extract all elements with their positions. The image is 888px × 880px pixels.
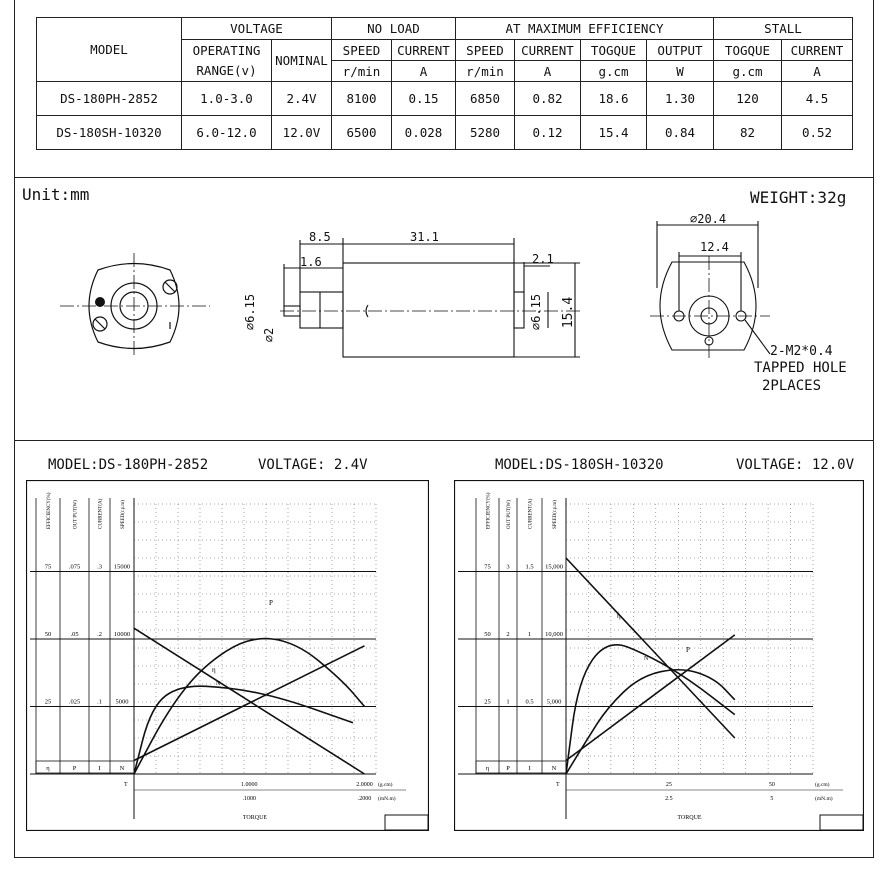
output-curve (566, 670, 735, 774)
dim-label: ⌀6.15 (243, 293, 258, 331)
chart-right-model: MODEL:DS-180SH-10320 (495, 457, 664, 473)
header-voltage: VOLTAGE (182, 18, 332, 40)
axis-value: .075 (68, 563, 81, 571)
axis-value: 5000 (115, 698, 129, 706)
axis-key: η (485, 765, 490, 772)
table-cell: 82 (714, 116, 782, 150)
dim-label: ⌀20.4 (690, 212, 727, 226)
table-cell: 0.12 (515, 116, 581, 150)
axis-value: 15000 (113, 563, 131, 571)
chart-border (455, 481, 864, 831)
col-me-output: OUTPUT (647, 40, 714, 61)
efficiency-curve (566, 645, 735, 774)
x-tick-mnm: .1000 (242, 796, 256, 802)
axis-value: .05 (70, 631, 79, 638)
axis-value: 25 (484, 698, 491, 706)
table-cell: 6500 (332, 116, 392, 150)
axis-value: 0.5 (525, 698, 534, 706)
chart-border (27, 481, 429, 831)
chart-left-model: MODEL:DS-180PH-2852 (48, 457, 209, 473)
axis-value: .3 (97, 563, 102, 571)
curve-label-eta: η (617, 612, 621, 620)
efficiency-curve (134, 686, 353, 774)
terminal-mark (95, 297, 105, 307)
chart-left (26, 480, 429, 831)
motor-drawing (0, 178, 888, 440)
x-tick-mnm: 5 (770, 796, 774, 802)
dim-label: 8.5 (309, 230, 331, 244)
table-cell: 4.5 (782, 82, 853, 116)
axis-key: P (72, 765, 77, 772)
note-label: 2-M2*0.4 (770, 344, 833, 359)
table-cell: 12.0V (272, 116, 332, 150)
unit-cell: W (647, 61, 714, 82)
x-tick-mnm: .2000 (357, 796, 372, 802)
axis-key: I (528, 765, 531, 772)
header-no-load: NO LOAD (332, 18, 456, 40)
chart-right (454, 480, 864, 831)
speed-curve (134, 628, 365, 774)
axis-key: I (98, 765, 101, 772)
table-cell: DS-180PH-2852 (37, 82, 182, 116)
axis-value: 50 (44, 631, 52, 638)
axis-value: 25 (44, 698, 52, 706)
col-st-torque: TOGQUE (714, 40, 782, 61)
unit-cell: g.cm (714, 61, 782, 82)
current-curve (566, 635, 735, 761)
header-model: MODEL (37, 18, 182, 82)
axis-value: 3 (506, 563, 510, 571)
chart-left-voltage: VOLTAGE: 2.4V (258, 457, 368, 473)
axis-header: CURRENT(A) (528, 498, 534, 529)
axis-header: SPEED(r.p.m) (553, 500, 558, 529)
curve-label-eta: η (212, 666, 216, 674)
table-cell: 15.4 (581, 116, 647, 150)
col-st-current: CURRENT (782, 40, 853, 61)
dim-label: ⌀6.15 (529, 293, 544, 331)
t-label: T (124, 782, 128, 788)
x-tick-mnm: 2.5 (665, 796, 673, 802)
dim-label: 15.4 (561, 296, 577, 329)
table-cell: 0.84 (647, 116, 714, 150)
curve-label-p: P (686, 646, 690, 654)
note-label: TAPPED HOLE (754, 360, 847, 376)
x-axis-label: TORQUE (677, 815, 702, 821)
curve-label-p: P (269, 599, 273, 607)
x-axis-label: TORQUE (242, 815, 268, 821)
col-me-speed: SPEED (456, 40, 515, 61)
table-cell: 0.028 (392, 116, 456, 150)
x-tick-gcm: 25 (665, 782, 672, 788)
axis-key: η (46, 765, 50, 772)
axis-value: 75 (484, 563, 491, 571)
x-tick-gcm: 50 (768, 782, 775, 788)
axis-header: CURRENT(A) (98, 498, 104, 529)
curve-label-n: N (644, 656, 649, 662)
axis-value: 1.5 (525, 563, 534, 571)
unit-cell: A (515, 61, 581, 82)
unit-cell: A (782, 61, 853, 82)
col-me-current: CURRENT (515, 40, 581, 61)
axis-key: N (119, 765, 125, 772)
unit-cell: r/min (456, 61, 515, 82)
col-nl-current: CURRENT (392, 40, 456, 61)
x-unit-mnm: (mN.m) (815, 796, 833, 802)
x-unit-gcm: (g.cm) (815, 782, 830, 788)
table-cell: 5280 (456, 116, 515, 150)
t-label: T (556, 782, 560, 788)
chart-right-voltage: VOLTAGE: 12.0V (736, 457, 855, 473)
axis-value: .2 (97, 631, 102, 638)
dim-label: 31.1 (410, 230, 439, 244)
axis-key: P (506, 765, 510, 772)
table-cell: 120 (714, 82, 782, 116)
chart-corner-box (385, 815, 428, 830)
table-cell: 6.0-12.0 (182, 116, 272, 150)
dim-label: ⌀2 (262, 327, 277, 343)
axis-value: 1 (506, 698, 510, 706)
table-cell: 1.0-3.0 (182, 82, 272, 116)
axis-value: 15,000 (545, 563, 563, 571)
current-curve (134, 646, 365, 761)
weight-label: WEIGHT:32g (750, 188, 847, 207)
table-cell: 1.30 (647, 82, 714, 116)
table-cell: 6850 (456, 82, 515, 116)
axis-value: 2 (506, 631, 510, 638)
table-cell: DS-180SH-10320 (37, 116, 182, 150)
table-cell: 8100 (332, 82, 392, 116)
divider (14, 440, 874, 441)
dim-label: 1.6 (300, 255, 322, 269)
note-label: 2PLACES (762, 378, 822, 394)
col-operating-range: OPERATING RANGE(v) (182, 40, 272, 82)
unit-cell: r/min (332, 61, 392, 82)
table-cell: 2.4V (272, 82, 332, 116)
col-nominal: NOMINAL (272, 40, 332, 82)
x-tick-gcm: 2.0000 (356, 782, 373, 788)
curve-label-n: N (216, 681, 221, 687)
chart-corner-box (820, 815, 863, 830)
axis-value: .1 (97, 698, 102, 706)
axis-value: 1 (527, 631, 532, 638)
axis-value: 75 (44, 563, 52, 571)
table-cell: 0.52 (782, 116, 853, 150)
axis-value: 10000 (113, 631, 131, 638)
col-nl-speed: SPEED (332, 40, 392, 61)
speed-curve (566, 558, 735, 738)
col-me-torque: TOGQUE (581, 40, 647, 61)
axis-key: N (551, 765, 557, 772)
dim-label: 12.4 (700, 240, 729, 254)
table-cell: 0.82 (515, 82, 581, 116)
table-cell: 0.15 (392, 82, 456, 116)
table-cell: 18.6 (581, 82, 647, 116)
x-tick-gcm: 1.0000 (240, 782, 258, 788)
unit-cell: A (392, 61, 456, 82)
axis-value: 5,000 (546, 698, 562, 706)
x-unit-mnm: (mN.m) (378, 796, 396, 802)
axis-header: OUT PUT(W) (73, 500, 79, 529)
unit-cell: g.cm (581, 61, 647, 82)
axis-header: EFFICIENCY(%) (47, 492, 52, 529)
axis-header: OUT PUT(W) (507, 500, 512, 529)
header-stall: STALL (714, 18, 853, 40)
axis-value: 50 (484, 631, 491, 638)
axis-value: 10,000 (545, 631, 563, 638)
axis-value: .025 (68, 698, 81, 706)
spec-table (36, 17, 853, 150)
dim-label: 2.1 (532, 252, 554, 266)
axis-header: EFFICIENCY(%) (486, 492, 492, 529)
axis-header: SPEED(r.p.m) (121, 500, 126, 529)
x-unit-gcm: (g.cm) (378, 782, 393, 788)
unit-label: Unit:mm (22, 185, 90, 204)
header-max-efficiency: AT MAXIMUM EFFICIENCY (456, 18, 714, 40)
